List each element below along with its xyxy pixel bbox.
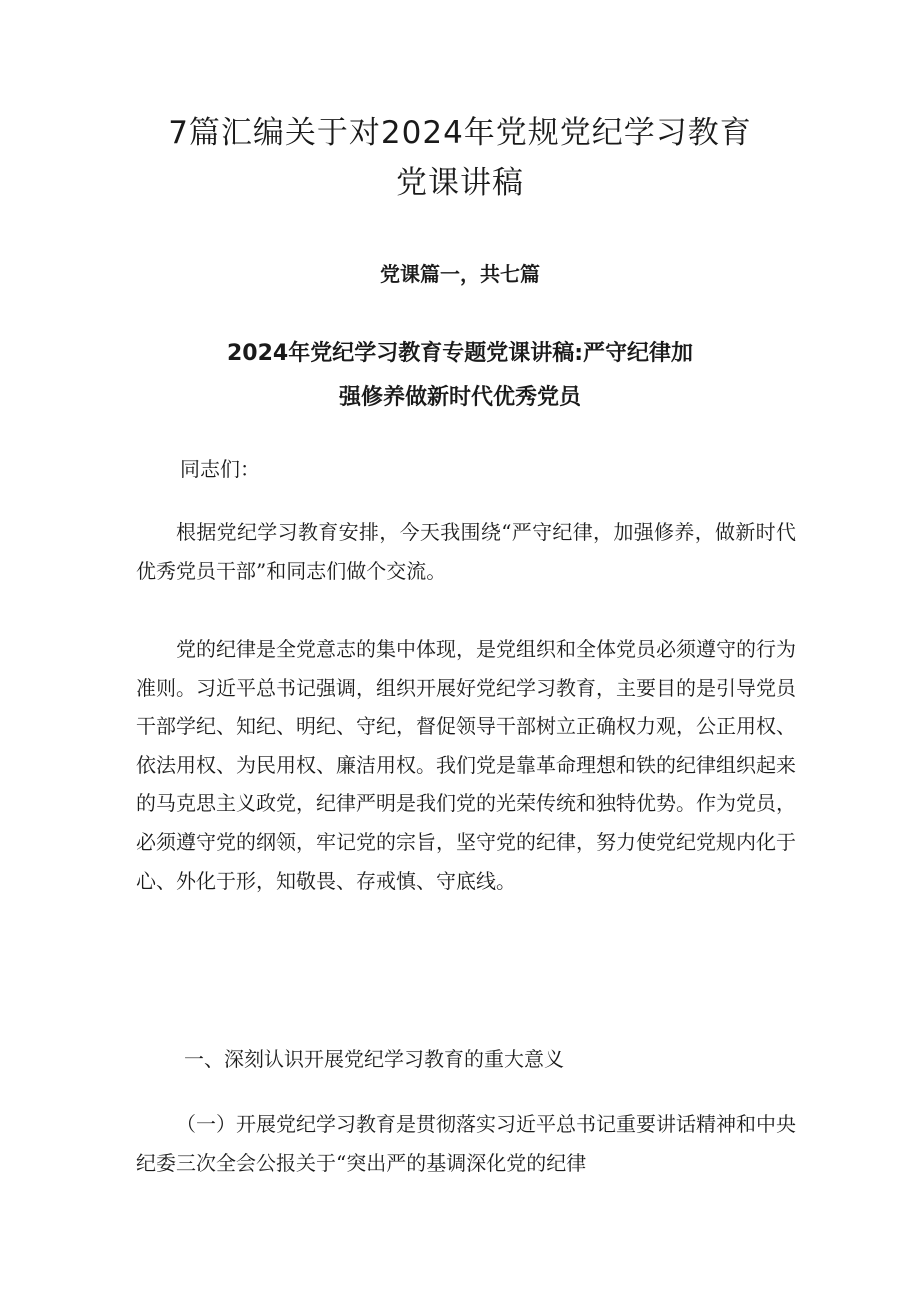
lecture-subtitle [200, 332, 720, 420]
greeting: 同志们： [180, 457, 260, 481]
lecture-subtitle-line-2: 强修养做新时代优秀党员 [338, 385, 581, 410]
document-title-line-1: 7篇汇编关于对2024年党规党纪学习教育 [168, 115, 752, 151]
document-title-line-2: 党课讲稿 [396, 165, 524, 201]
paragraph-discipline: 党的纪律是全党意志的集中体现，是党组织和全体党员必须遵守的行为准则。习近平总书记强调，组织开展好党纪学习教育，主要目的是引导党员干部学纪、知纪、明纪、守纪，督促领导干部树立正确权力观，公正用权、依法用权、为民用权、廉洁用权。我们党是靠革命理想和铁的纪律组织起来的马克思主义政党，纪律严明是我们党的光荣传统和独特优势。作为党员，必须遵守党的纲领，牢记党的宗旨，坚守党的纪律，努力使党纪党规内化于心、外化于形，知敬畏、存戒慎、守底线。 [136, 637, 796, 893]
lecture-subtitle-line-1: 2024年党纪学习教育专题党课讲稿:严守纪律加 [226, 341, 694, 366]
document-title [120, 108, 800, 208]
paragraph-subsection-1: （一）开展党纪学习教育是贯彻落实习近平总书记重要讲话精神和中央纪委三次全会公报关于“突出严的基调深化党的纪律 [136, 1112, 796, 1175]
paragraph-intro: 根据党纪学习教育安排，今天我围绕“严守纪律，加强修养，做新时代优秀党员干部”和同志们做个交流。 [136, 520, 796, 583]
section-heading-1: 一、深刻认识开展党纪学习教育的重大意义 [184, 1047, 564, 1071]
section-label: 党课篇一，共七篇 [380, 262, 540, 286]
